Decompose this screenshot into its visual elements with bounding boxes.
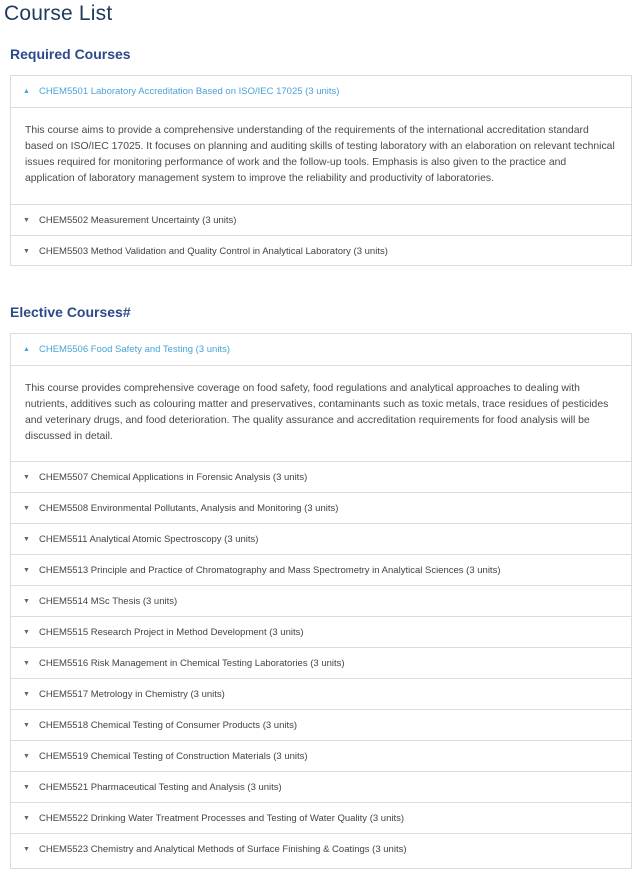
course-item <box>11 492 631 523</box>
caret-down-icon: ▼ <box>23 597 30 605</box>
course-toggle[interactable] <box>11 616 631 647</box>
course-toggle[interactable] <box>11 554 631 585</box>
course-item <box>11 802 631 833</box>
course-item <box>11 833 631 864</box>
page-title: Course List <box>4 2 113 25</box>
caret-down-icon: ▼ <box>23 690 30 698</box>
caret-down-icon: ▼ <box>23 814 30 822</box>
course-description: This course provides comprehensive coverage on food safety, food regulations and analytical approaches to dealing with nutrients, additives such as colouring matter and preservatives, contaminants such as toxic metals, trace residues of pesticides and veterinary drugs, and food deterioration. The quality assurance and accreditation requirements for food analysis will be discussed in detail. <box>11 365 631 461</box>
course-toggle[interactable] <box>11 235 631 266</box>
course-title: CHEM5513 Principle and Practice of Chromatography and Mass Spectrometry in Analytical Sciences (3 units) <box>39 564 501 576</box>
course-title: CHEM5515 Research Project in Method Development (3 units) <box>39 626 304 638</box>
course-item <box>11 554 631 585</box>
course-item <box>11 235 631 266</box>
course-item <box>11 461 631 492</box>
course-item <box>11 678 631 709</box>
required-courses-heading: Required Courses <box>10 46 131 62</box>
course-toggle[interactable] <box>11 833 631 864</box>
course-toggle[interactable] <box>11 647 631 678</box>
course-item <box>11 709 631 740</box>
course-toggle[interactable] <box>11 204 631 235</box>
caret-down-icon: ▼ <box>23 752 30 760</box>
course-title: CHEM5523 Chemistry and Analytical Methods of Surface Finishing & Coatings (3 units) <box>39 843 407 855</box>
course-toggle[interactable] <box>11 740 631 771</box>
caret-down-icon: ▼ <box>23 504 30 512</box>
course-title: CHEM5522 Drinking Water Treatment Processes and Testing of Water Quality (3 units) <box>39 812 405 824</box>
course-title: CHEM5506 Food Safety and Testing (3 units) <box>39 344 230 355</box>
course-toggle[interactable] <box>11 802 631 833</box>
course-description: This course aims to provide a comprehensive understanding of the requirements of the international accreditation standard based on ISO/IEC 17025. It focuses on planning and auditing skills of testing laboratory with an elaboration on relevant technical issues required for monitoring performance of work and the follow-up tools. Emphasis is also given to the practice and application of laboratory management system to improve the reliability and productivity of laboratories. <box>11 107 631 204</box>
caret-down-icon: ▼ <box>23 473 30 481</box>
course-toggle[interactable] <box>11 709 631 740</box>
course-toggle[interactable] <box>11 523 631 554</box>
course-item <box>11 334 631 461</box>
course-title: CHEM5517 Metrology in Chemistry (3 units) <box>39 688 225 700</box>
course-toggle[interactable] <box>11 334 631 365</box>
course-title: CHEM5514 MSc Thesis (3 units) <box>39 595 178 607</box>
course-title: CHEM5511 Analytical Atomic Spectroscopy (3 units) <box>39 533 259 545</box>
course-title: CHEM5518 Chemical Testing of Consumer Products (3 units) <box>39 719 298 731</box>
course-item <box>11 523 631 554</box>
course-title: CHEM5501 Laboratory Accreditation Based on ISO/IEC 17025 (3 units) <box>39 86 340 97</box>
caret-up-icon: ▲ <box>23 88 30 95</box>
course-toggle[interactable] <box>11 461 631 492</box>
course-toggle[interactable] <box>11 678 631 709</box>
caret-down-icon: ▼ <box>23 216 30 224</box>
caret-up-icon: ▲ <box>23 346 30 353</box>
required-courses-accordion <box>10 75 632 266</box>
course-title: CHEM5521 Pharmaceutical Testing and Analysis (3 units) <box>39 781 282 793</box>
course-item <box>11 204 631 235</box>
caret-down-icon: ▼ <box>23 845 30 853</box>
caret-down-icon: ▼ <box>23 783 30 791</box>
course-toggle[interactable] <box>11 585 631 616</box>
course-item <box>11 647 631 678</box>
caret-down-icon: ▼ <box>23 628 30 636</box>
course-title: CHEM5503 Method Validation and Quality Control in Analytical Laboratory (3 units) <box>39 245 388 257</box>
course-title: CHEM5507 Chemical Applications in Forensic Analysis (3 units) <box>39 471 308 483</box>
course-title: CHEM5516 Risk Management in Chemical Testing Laboratories (3 units) <box>39 657 345 669</box>
elective-courses-heading: Elective Courses# <box>10 304 131 320</box>
caret-down-icon: ▼ <box>23 659 30 667</box>
course-item <box>11 76 631 204</box>
course-toggle[interactable] <box>11 76 631 107</box>
caret-down-icon: ▼ <box>23 247 30 255</box>
caret-down-icon: ▼ <box>23 721 30 729</box>
elective-courses-accordion <box>10 333 632 869</box>
course-item <box>11 740 631 771</box>
course-toggle[interactable] <box>11 492 631 523</box>
caret-down-icon: ▼ <box>23 535 30 543</box>
course-title: CHEM5519 Chemical Testing of Construction Materials (3 units) <box>39 750 308 762</box>
course-item <box>11 585 631 616</box>
course-title: CHEM5502 Measurement Uncertainty (3 units) <box>39 214 237 226</box>
caret-down-icon: ▼ <box>23 566 30 574</box>
course-toggle[interactable] <box>11 771 631 802</box>
course-item <box>11 616 631 647</box>
course-title: CHEM5508 Environmental Pollutants, Analysis and Monitoring (3 units) <box>39 502 339 514</box>
course-item <box>11 771 631 802</box>
